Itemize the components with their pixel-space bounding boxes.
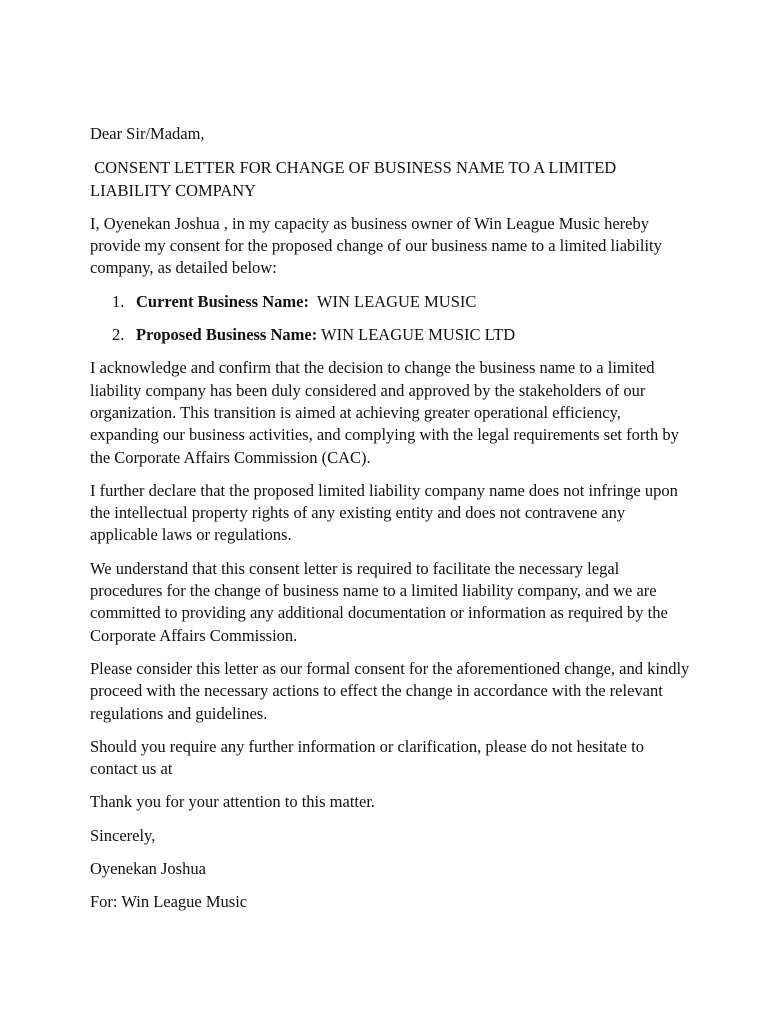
business-name-list [90,291,690,347]
closing-line: Sincerely, [90,825,156,845]
letter-body [90,123,690,925]
current-business-name-value: WIN LEAGUE MUSIC [308,291,477,311]
acknowledgement-paragraph: I acknowledge and confirm that the decision to change the business name to a limited liability company has been duly considered and approved by the stakeholders of our organization. This transition is aimed at achieving greater operational efficiency, expanding our business activities, and complying with the legal requirements set forth by the Corporate Affairs Commission (CAC). [90,358,679,467]
list-item-number: 2. [112,325,125,345]
list-item-current-name [90,291,690,313]
subject-line: CONSENT LETTER FOR CHANGE OF BUSINESS NAME TO A LIMITED LIABILITY COMPANY [90,158,621,200]
proposed-business-name-label: Proposed Business Name: [136,325,318,345]
thanks-line: Thank you for your attention to this matter. [90,792,376,812]
signatory-name: Oyenekan Joshua [90,859,206,879]
understanding-paragraph: We understand that this consent letter is required to facilitate the necessary legal procedures for the change of business name to a limited liability company, and we are committed to providing any additional documentation or information as required by the Corporate Affairs Commission. [90,558,668,645]
proposed-business-name-value: WIN LEAGUE MUSIC LTD [317,325,516,345]
consent-paragraph: Please consider this letter as our formal consent for the aforementioned change, and kindly proceed with the necessary actions to effect the change in accordance with the relevant regulations and guidelines. [90,658,690,723]
declaration-paragraph: I further declare that the proposed limited liability company name does not infringe upon the intellectual property rights of any existing entity and does not contravene any applicable laws or regulations. [90,480,678,545]
list-item-proposed-name [90,324,690,346]
current-business-name-label: Current Business Name: [136,291,309,311]
for-line: For: Win League Music [90,892,248,912]
list-item-number: 1. [112,291,125,311]
intro-paragraph: I, Oyenekan Joshua , in my capacity as business owner of Win League Music hereby provide my consent for the proposed change of our business name to a limited liability company, as detailed below: [90,213,662,278]
salutation: Dear Sir/Madam, [90,124,205,143]
contact-paragraph: Should you require any further information or clarification, please do not hesitate to contact us at [90,736,644,779]
